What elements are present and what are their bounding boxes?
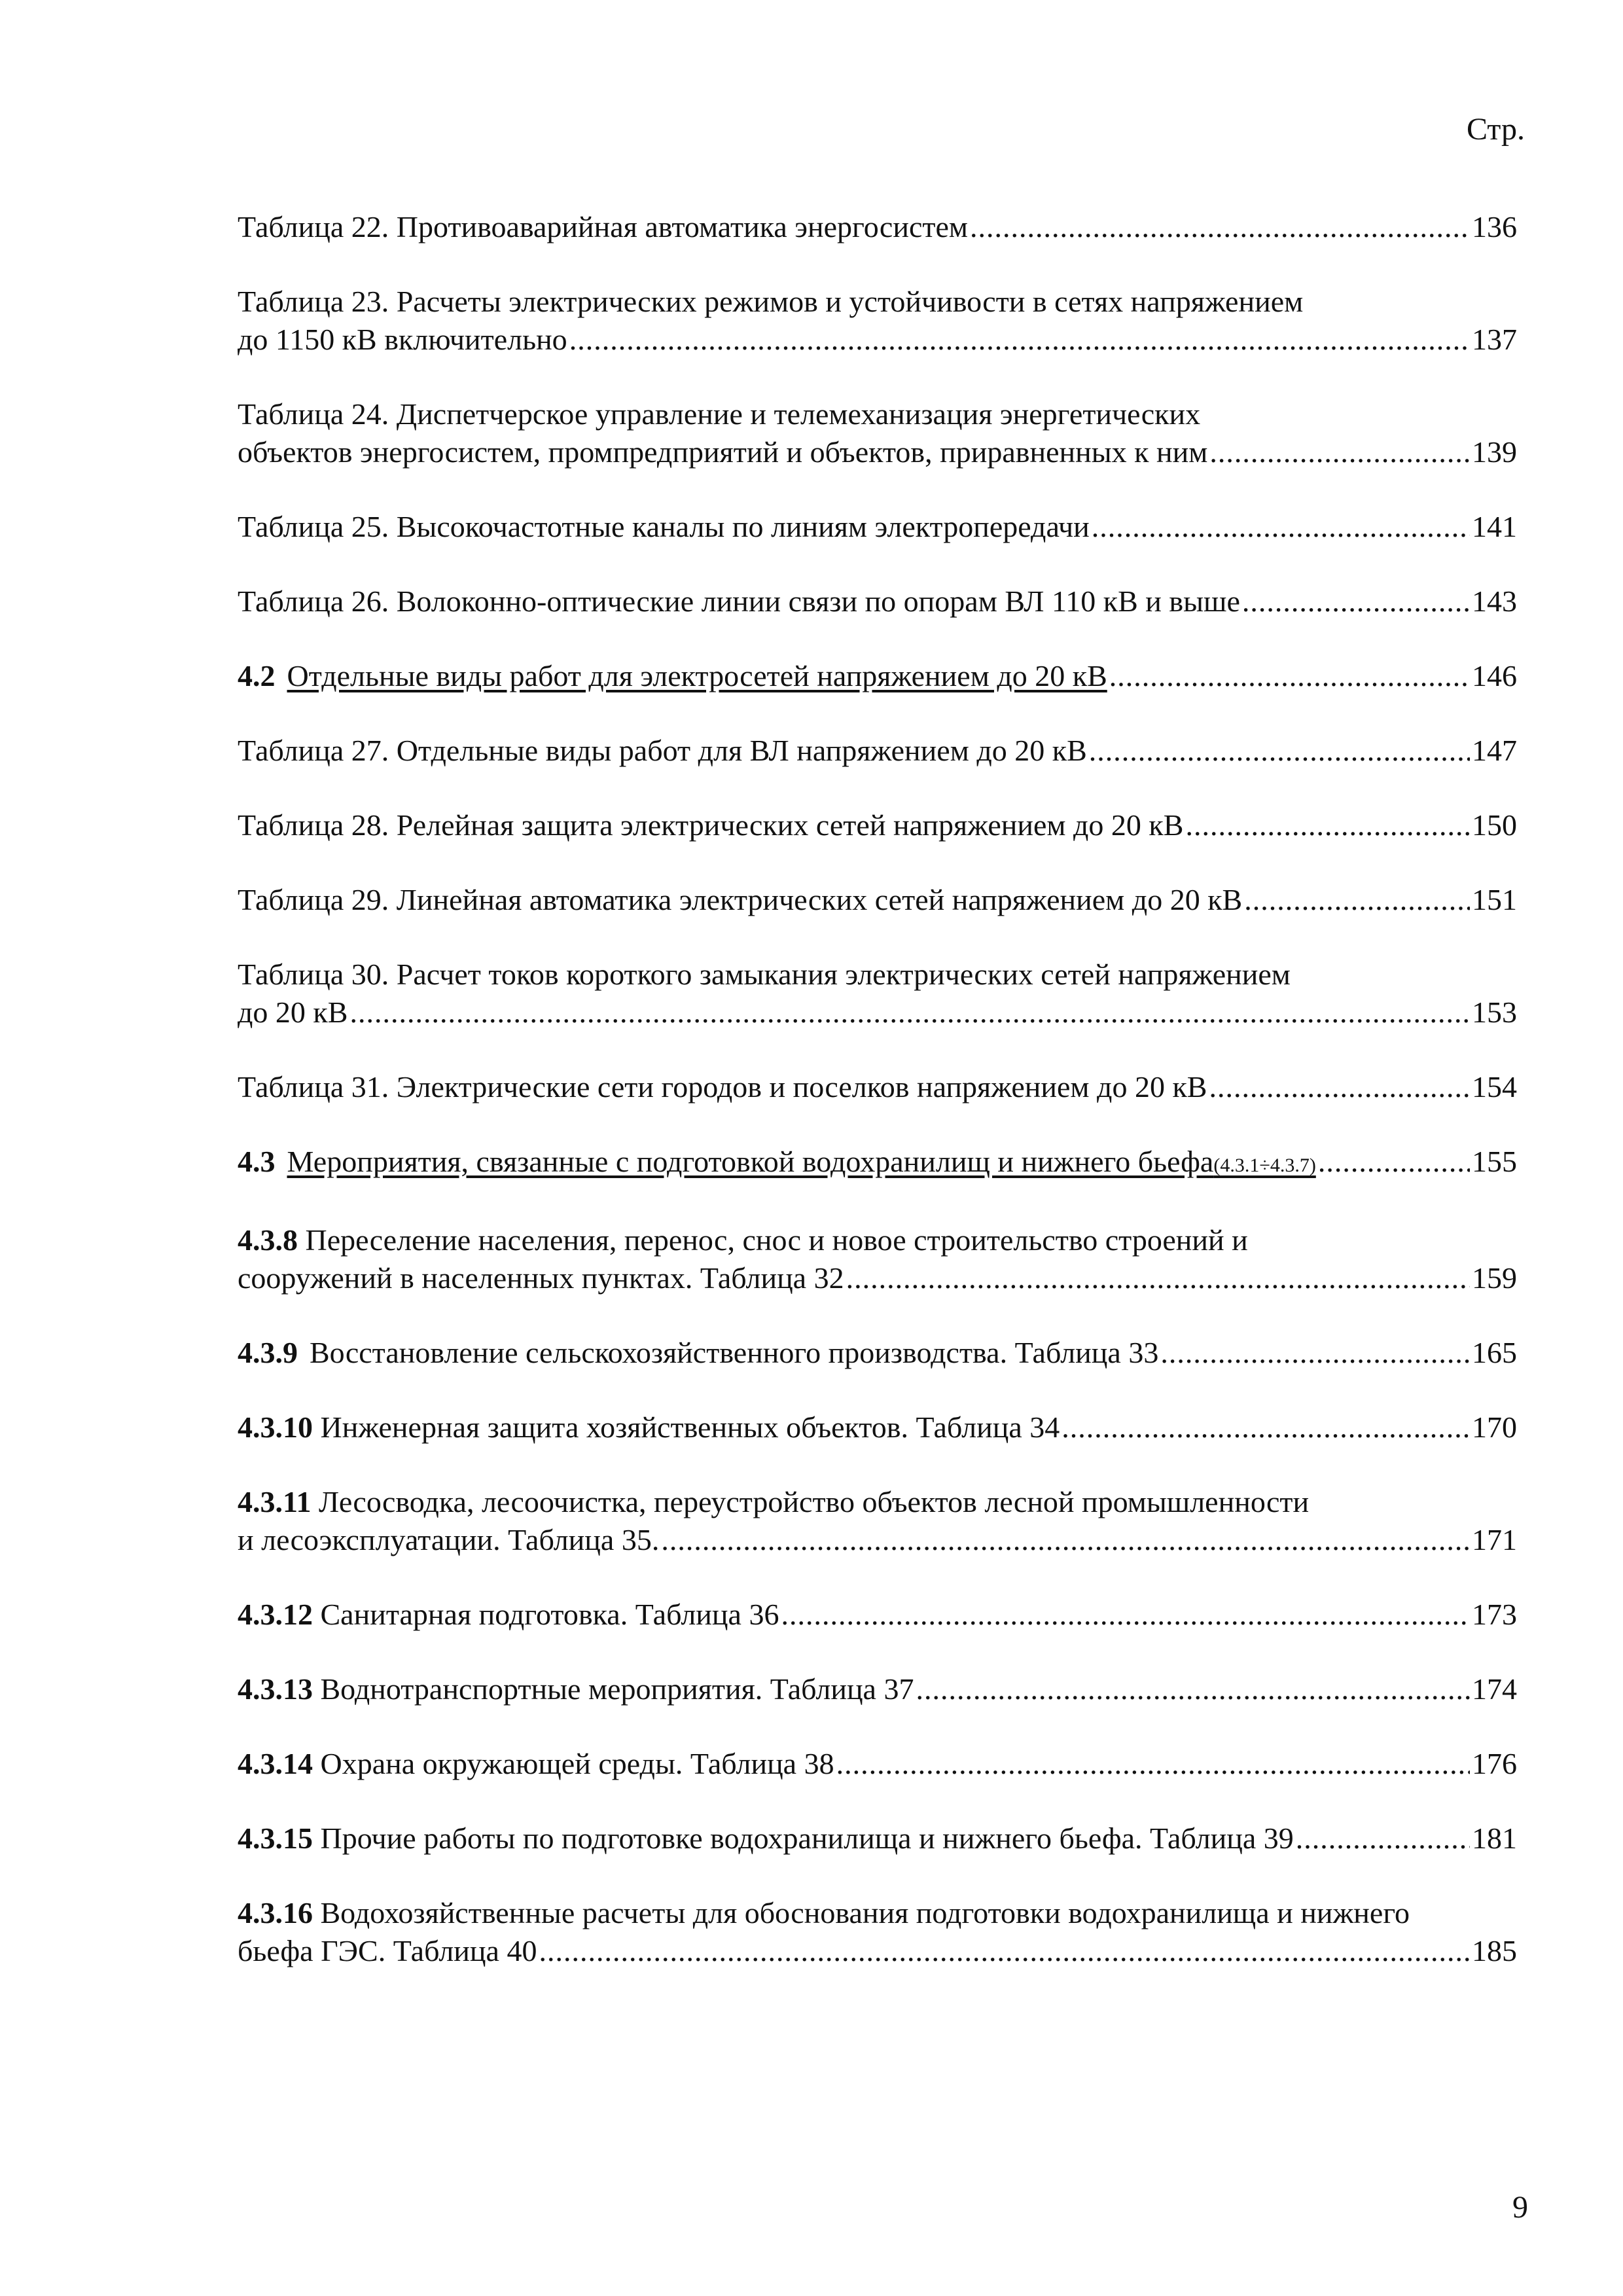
dot-leader [1242, 583, 1470, 620]
toc-subsection-entry [238, 1745, 1517, 1783]
toc-line [238, 881, 1517, 919]
dot-leader [916, 1670, 1470, 1708]
toc-entry [238, 583, 1517, 620]
toc-entry-title [238, 1894, 1517, 1932]
toc-page-number: 147 [1472, 734, 1517, 767]
toc-entry-title [238, 1745, 834, 1783]
subsection-number: 4.3.10 [238, 1410, 313, 1444]
toc-line [238, 1670, 1517, 1708]
toc-section-heading [238, 657, 1107, 695]
toc-line [238, 433, 1517, 471]
toc-entry-title: Таблица 30. Расчет токов короткого замыкания электрических сетей напряжением [238, 958, 1291, 991]
toc-subsection-entry [238, 1894, 1517, 1970]
subsection-title: Санитарная подготовка. Таблица 36 [320, 1598, 779, 1631]
toc-subsection-entry [238, 1596, 1517, 1634]
toc-page-number: 174 [1472, 1672, 1517, 1706]
subsection-title: Восстановление сельскохозяйственного производства. Таблица 33 [310, 1336, 1159, 1369]
toc-page-number: 173 [1472, 1598, 1517, 1631]
toc-page-number: 185 [1472, 1934, 1517, 1967]
toc-section-heading [238, 1143, 1316, 1185]
toc-subsection-entry [238, 1408, 1517, 1446]
dot-leader [1160, 1334, 1470, 1372]
section-title [287, 1145, 1316, 1178]
toc-section-entry [238, 1143, 1517, 1185]
toc-entry [238, 806, 1517, 844]
toc-entry [238, 956, 1517, 1031]
toc-line [238, 208, 1517, 246]
toc-page-number: 153 [1472, 996, 1517, 1029]
toc-entry-title-continued: объектов энергосистем, промпредприятий и объектов, приравненных к ним [238, 435, 1208, 469]
toc-page-number: 146 [1472, 659, 1517, 692]
toc-entry-title [238, 1483, 1517, 1521]
toc-line [238, 1932, 1517, 1970]
toc-page-number: 171 [1472, 1523, 1517, 1556]
subsection-number: 4.3.16 [238, 1896, 313, 1929]
toc-line [238, 1596, 1517, 1634]
toc-entry-title: Таблица 31. Электрические сети городов и поселков напряжением до 20 кВ [238, 1070, 1207, 1103]
toc-entry [238, 732, 1517, 770]
toc-line [238, 1143, 1517, 1185]
dot-leader [1209, 433, 1470, 471]
dot-leader [1244, 881, 1470, 919]
toc-subsection-entry [238, 1221, 1517, 1297]
toc-entry-title-continued: до 1150 кВ включительно [238, 323, 567, 356]
dot-leader [1061, 1408, 1470, 1446]
toc-page-number: 150 [1472, 808, 1517, 842]
toc-line [238, 657, 1517, 695]
toc-entry-title [238, 1334, 1158, 1372]
subsection-number: 4.3.13 [238, 1672, 313, 1706]
dot-leader [1185, 806, 1470, 844]
toc-line [238, 1820, 1517, 1857]
dot-leader [1089, 732, 1470, 770]
toc-page-number: 181 [1472, 1821, 1517, 1855]
toc-line [238, 732, 1517, 770]
toc-entry-title [238, 1820, 1294, 1857]
dot-leader [1318, 1143, 1470, 1181]
toc-line [238, 1259, 1517, 1297]
dot-leader [1296, 1820, 1470, 1857]
toc-entry-title [238, 1408, 1060, 1446]
toc-section-entry [238, 657, 1517, 695]
dot-leader [781, 1596, 1470, 1634]
toc-entry-title [238, 1670, 914, 1708]
toc-page-number: 165 [1472, 1336, 1517, 1369]
toc-line [238, 1745, 1517, 1783]
toc-page-number: 155 [1472, 1145, 1517, 1178]
toc-line [238, 1408, 1517, 1446]
toc-line [238, 1068, 1517, 1106]
toc-entry [238, 881, 1517, 919]
toc-subsection-entry [238, 1820, 1517, 1857]
toc-page-number: 136 [1472, 210, 1517, 243]
toc-entry [238, 395, 1517, 471]
section-title: Отдельные виды работ для электросетей напряжением до 20 кВ [287, 659, 1107, 692]
toc-line [238, 508, 1517, 546]
toc-subsection-entry [238, 1483, 1517, 1559]
toc-line [238, 583, 1517, 620]
toc-line [238, 321, 1517, 359]
toc-entry-title: Таблица 22. Противоаварийная автоматика энергосистем [238, 210, 968, 243]
subsection-number: 4.3.12 [238, 1598, 313, 1631]
toc-line [238, 994, 1517, 1031]
toc-entry-title: Таблица 25. Высокочастотные каналы по линиям электропередачи [238, 510, 1090, 543]
toc-entry-title-continued: до 20 кВ [238, 996, 348, 1029]
toc-subsection-entry [238, 1334, 1517, 1372]
toc-entry-title [238, 1221, 1517, 1259]
toc-entry-title: Таблица 28. Релейная защита электрических сетей напряжением до 20 кВ [238, 808, 1184, 842]
toc-page-number: 139 [1472, 435, 1517, 469]
toc-line [238, 806, 1517, 844]
table-of-contents [238, 208, 1517, 2007]
dot-leader [1109, 657, 1470, 695]
toc-page-number: 151 [1472, 883, 1517, 916]
toc-page-number: 143 [1472, 584, 1517, 618]
subsection-number: 4.3.11 [238, 1485, 312, 1518]
toc-line [238, 1334, 1517, 1372]
toc-page-number: 159 [1472, 1261, 1517, 1295]
toc-entry-title-continued: сооружений в населенных пунктах. Таблица 32 [238, 1261, 844, 1295]
toc-page-number: 176 [1472, 1747, 1517, 1780]
dot-leader [836, 1745, 1470, 1783]
toc-page-number: 170 [1472, 1410, 1517, 1444]
subsection-number: 4.3.14 [238, 1747, 313, 1780]
subsection-title: Воднотранспортные мероприятия. Таблица 37 [320, 1672, 914, 1706]
dot-leader [661, 1521, 1470, 1559]
subsection-number: 4.3.15 [238, 1821, 313, 1855]
toc-line [238, 1521, 1517, 1559]
subsection-title: Инженерная защита хозяйственных объектов. Таблица 34 [320, 1410, 1060, 1444]
section-number: 4.3 [238, 1145, 276, 1178]
toc-entry-title-continued: бьефа ГЭС. Таблица 40 [238, 1934, 537, 1967]
page-column-header: Стр. [1467, 112, 1525, 147]
toc-entry-title: Таблица 26. Волоконно-оптические линии связи по опорам ВЛ 110 кВ и выше [238, 584, 1240, 618]
section-title-text: Мероприятия, связанные с подготовкой водохранилищ и нижнего бьефа [287, 1145, 1214, 1178]
toc-entry [238, 508, 1517, 546]
dot-leader [1209, 1068, 1470, 1106]
toc-entry-title [238, 1596, 779, 1634]
page-number: 9 [1512, 2190, 1528, 2225]
dot-leader [970, 208, 1470, 246]
dot-leader [846, 1259, 1470, 1297]
subsection-title: Переселение населения, перенос, снос и новое строительство строений и [305, 1223, 1248, 1257]
toc-page-number: 141 [1472, 510, 1517, 543]
toc-page-number: 154 [1472, 1070, 1517, 1103]
subsection-title: Лесосводка, лесоочистка, переустройство объектов лесной промышленности [318, 1485, 1310, 1518]
subsection-title: Охрана окружающей среды. Таблица 38 [320, 1747, 834, 1780]
toc-entry [238, 1068, 1517, 1106]
dot-leader [539, 1932, 1470, 1970]
toc-entry [238, 208, 1517, 246]
dot-leader [569, 321, 1470, 359]
toc-entry-title: Таблица 24. Диспетчерское управление и телемеханизация энергетических [238, 397, 1201, 431]
toc-entry-title: Таблица 23. Расчеты электрических режимов и устойчивости в сетях напряжением [238, 285, 1304, 318]
dot-leader [1092, 508, 1470, 546]
subsection-title: Прочие работы по подготовке водохранилища и нижнего бьефа. Таблица 39 [320, 1821, 1294, 1855]
section-range-note: (4.3.1÷4.3.7) [1213, 1155, 1316, 1176]
toc-entry [238, 283, 1517, 359]
dot-leader [349, 994, 1470, 1031]
toc-entry-title: Таблица 27. Отдельные виды работ для ВЛ напряжением до 20 кВ [238, 734, 1087, 767]
toc-page-number: 137 [1472, 323, 1517, 356]
subsection-number: 4.3.9 [238, 1336, 298, 1369]
toc-entry-title-continued: и лесоэксплуатации. Таблица 35. [238, 1523, 660, 1556]
section-number: 4.2 [238, 659, 276, 692]
subsection-number: 4.3.8 [238, 1223, 298, 1257]
toc-subsection-entry [238, 1670, 1517, 1708]
subsection-title: Водохозяйственные расчеты для обоснования подготовки водохранилища и нижнего [320, 1896, 1410, 1929]
toc-entry-title: Таблица 29. Линейная автоматика электрических сетей напряжением до 20 кВ [238, 883, 1243, 916]
